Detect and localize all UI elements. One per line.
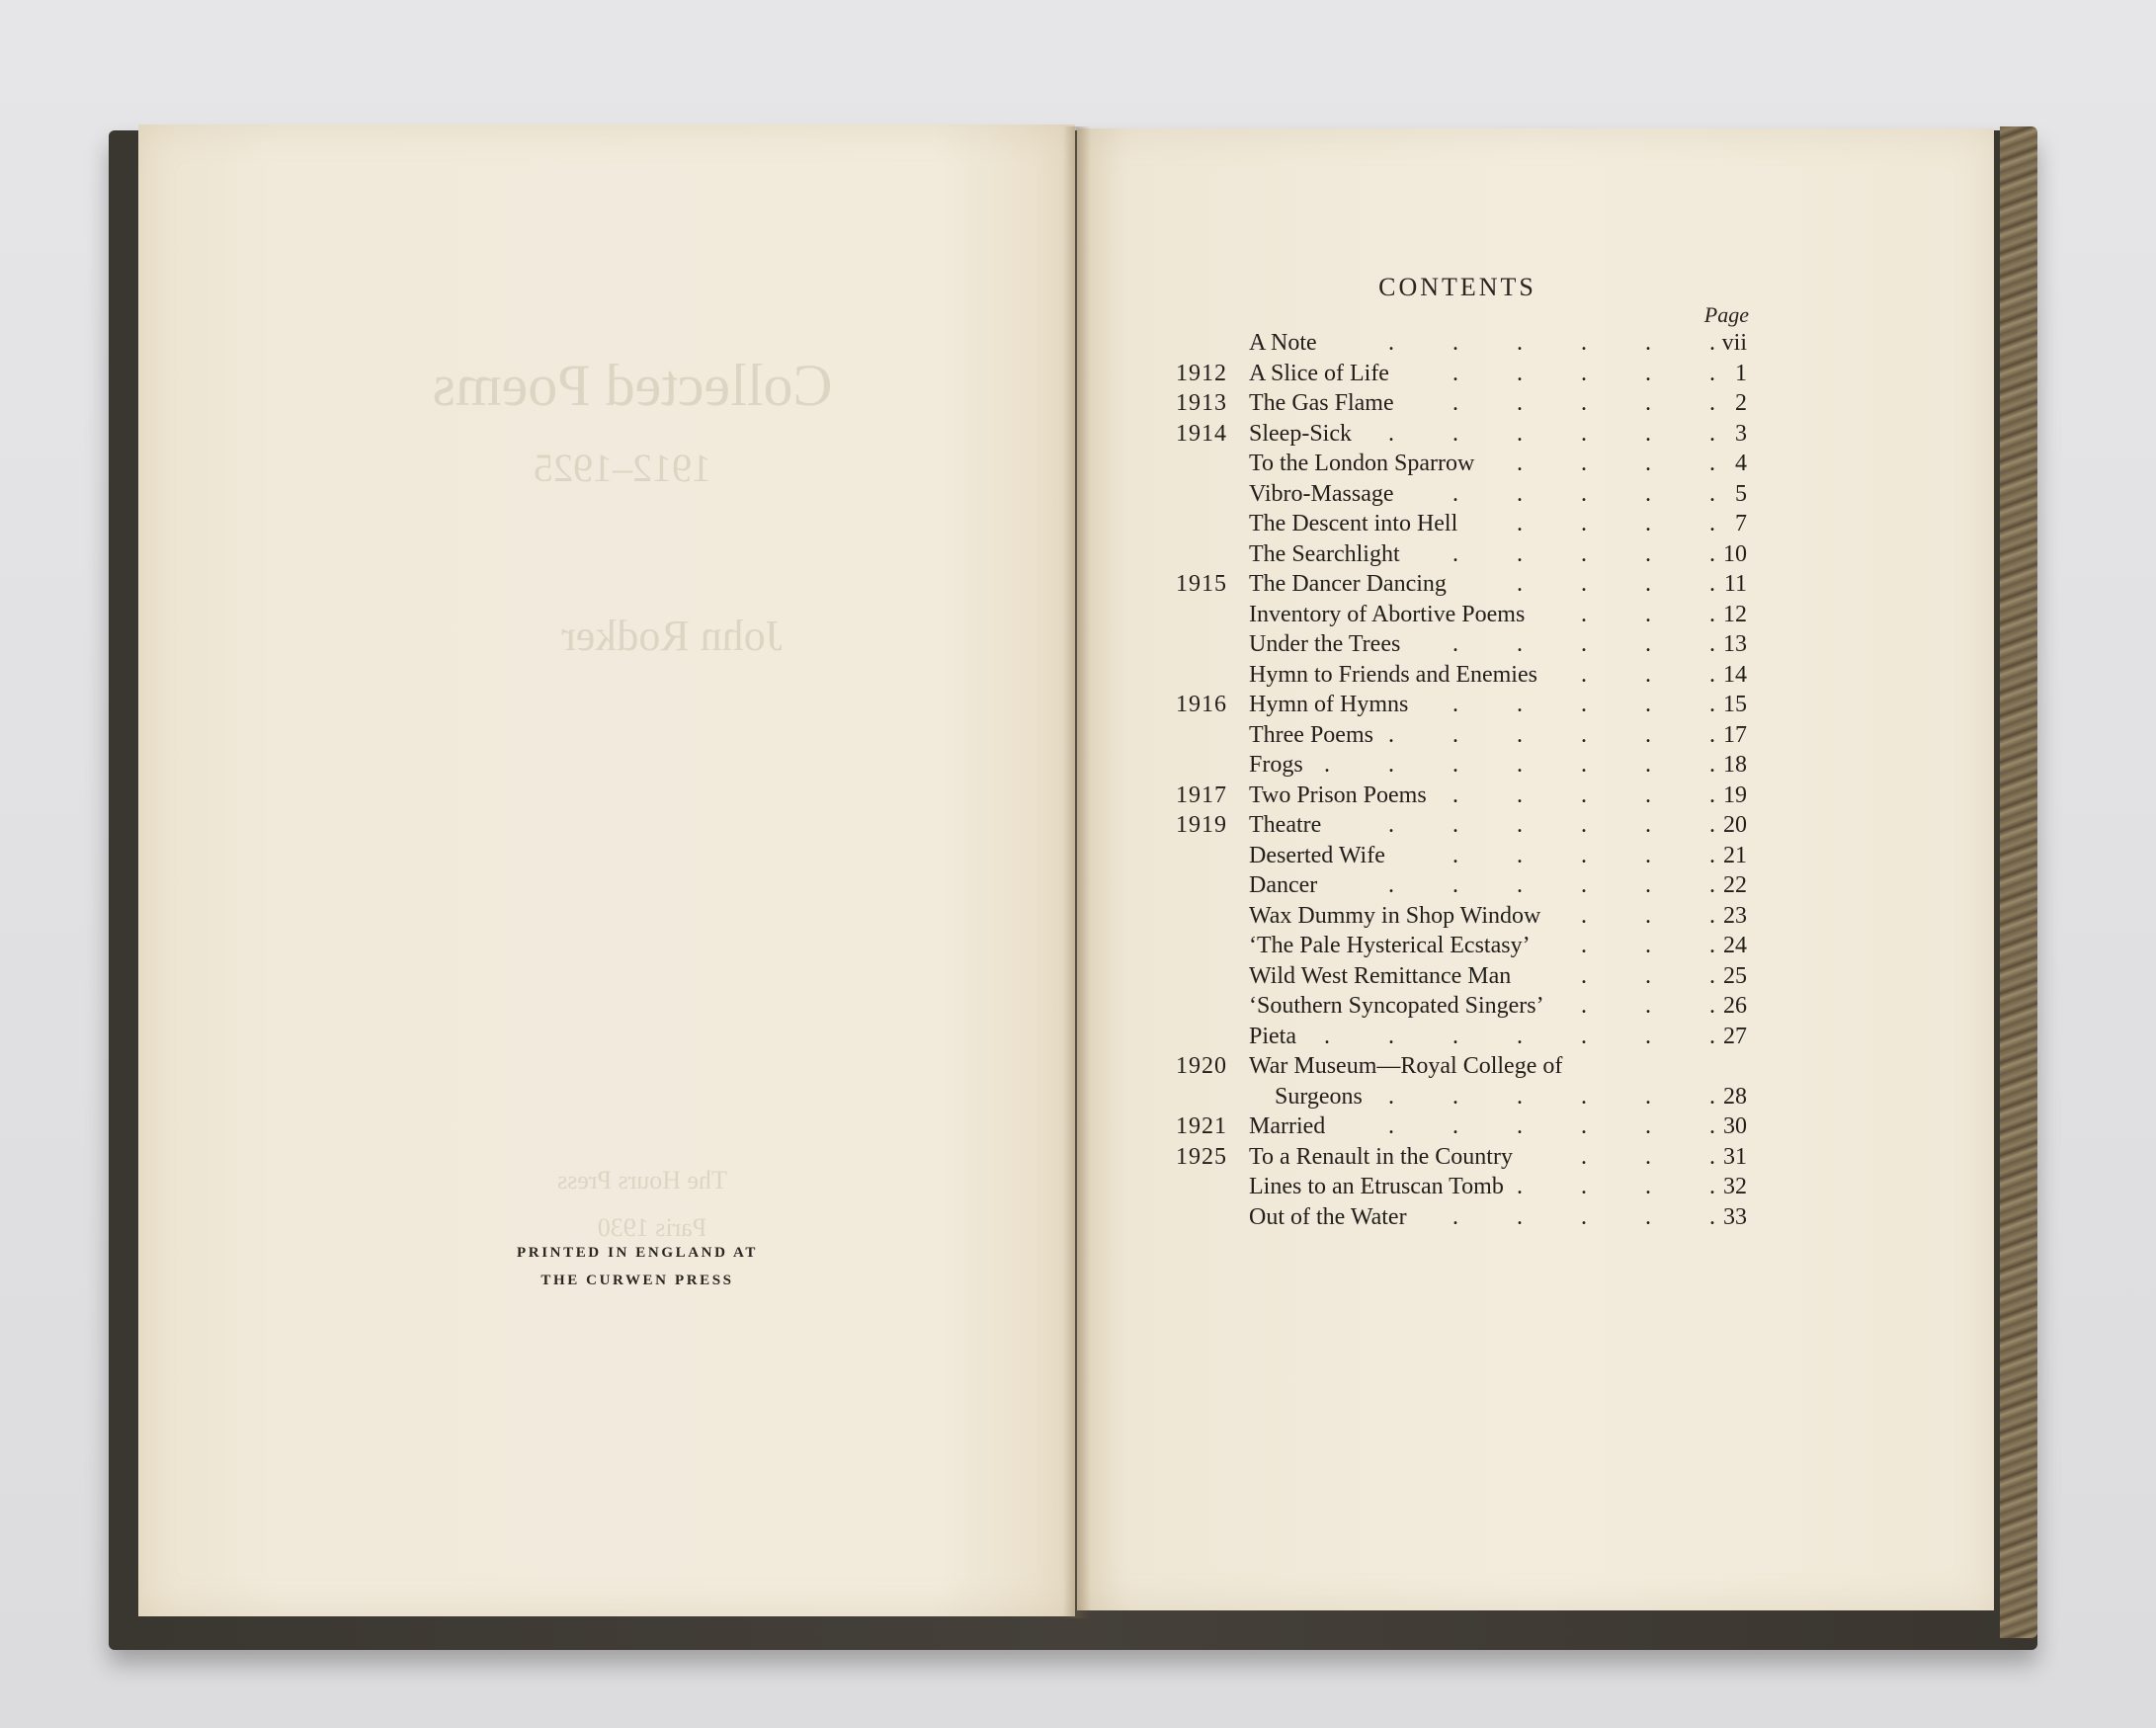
leader-dot: . [1452,872,1458,898]
leader-dot: . [1517,1113,1523,1139]
leader-dot: . [1645,571,1651,597]
leader-dot: . [1645,752,1651,778]
leader-dot: . [1517,1083,1523,1110]
leader-dot: . [1709,661,1715,688]
leader-dot: . [1709,601,1715,627]
leader-dot: . [1452,812,1458,838]
leader-dot: . [1645,1203,1651,1230]
toc-page-number: 18 [1723,752,1747,778]
toc-entry [1166,782,1759,813]
leader-dot: . [1388,752,1394,778]
leader-dot: . [1517,571,1523,597]
leader-dot: . [1581,872,1587,898]
leader-dot: . [1645,812,1651,838]
toc-entry [1166,1144,1759,1175]
leader-dot: . [1709,962,1715,989]
toc-title: Three Poems [1249,721,1373,748]
leader-dot: . [1645,451,1651,476]
toc-entry [1166,903,1759,934]
leader-dot: . [1709,360,1715,386]
toc-title: Sleep-Sick [1249,420,1352,447]
toc-title: Pieta [1249,1023,1296,1049]
leader-dot: . [1388,812,1394,838]
toc-page-number: 11 [1723,571,1747,597]
leader-dot: . [1452,631,1458,657]
toc-title: Surgeons [1275,1083,1363,1110]
toc-entry [1166,330,1759,361]
toc-title: Out of the Water [1249,1203,1407,1230]
leader-dot: . [1581,1143,1587,1170]
leader-dot: . [1709,872,1715,898]
toc-entry [1166,812,1759,843]
leader-dot: . [1709,1143,1715,1170]
leader-dot: . [1709,1023,1715,1049]
leader-dot: . [1709,933,1715,958]
toc-title: A Note [1249,330,1317,356]
leader-dot: . [1645,1023,1651,1049]
leader-dot: . [1388,1023,1394,1049]
toc-entry [1166,1084,1759,1114]
toc-page-number: 32 [1723,1174,1747,1199]
leader-dot: . [1517,842,1523,868]
toc-page-number: 2 [1735,390,1747,416]
leader-dot: . [1645,1113,1651,1139]
leader-dot: . [1645,390,1651,416]
leader-dot: . [1709,540,1715,567]
show-through-years: 1912–1925 [534,446,711,490]
leader-dot: . [1645,872,1651,898]
leader-dot: . [1581,631,1587,657]
leader-dot: . [1517,330,1523,356]
leader-dot: . [1581,1023,1587,1049]
marbled-page-edge [2000,126,2037,1638]
leader-dot: . [1709,1174,1715,1199]
toc-entry [1166,1053,1759,1084]
toc-title: ‘The Pale Hysterical Ecstasy’ [1249,933,1531,958]
leader-dot: . [1581,661,1587,688]
leader-dot: . [1452,782,1458,808]
leader-dot: . [1452,420,1458,447]
contents-heading: CONTENTS [1378,273,1536,301]
leader-dot: . [1645,631,1651,657]
toc-entry [1166,752,1759,782]
leader-dot: . [1452,390,1458,416]
left-page [138,124,1075,1616]
toc-year: 1914 [1176,420,1227,447]
leader-dot: . [1581,1174,1587,1199]
toc-page-number: 27 [1723,1023,1747,1049]
leader-dot: . [1645,330,1651,356]
leader-dot: . [1709,1203,1715,1230]
leader-dot: . [1324,1023,1330,1049]
toc-page-number: 13 [1723,631,1747,657]
show-through-press: The Hours Press [557,1166,727,1194]
leader-dot: . [1709,902,1715,929]
imprint-line-2: THE CURWEN PRESS [540,1273,734,1288]
toc-title: Frogs [1249,752,1303,778]
leader-dot: . [1645,692,1651,717]
leader-dot: . [1452,330,1458,356]
toc-year: 1919 [1176,812,1227,838]
show-through-title: Collected Poems [432,353,833,418]
leader-dot: . [1452,692,1458,717]
leader-dot: . [1581,993,1587,1019]
toc-entry [1166,602,1759,632]
leader-dot: . [1645,782,1651,808]
leader-dot: . [1645,1083,1651,1110]
leader-dot: . [1581,571,1587,597]
toc-entry [1166,1174,1759,1204]
toc-entry [1166,481,1759,512]
leader-dot: . [1517,812,1523,838]
leader-dot: . [1517,360,1523,386]
leader-dot: . [1581,842,1587,868]
leader-dot: . [1709,1113,1715,1139]
leader-dot: . [1709,420,1715,447]
toc-page-number: 7 [1735,511,1747,536]
leader-dot: . [1517,540,1523,567]
toc-entry [1166,933,1759,963]
toc-entry [1166,993,1759,1024]
leader-dot: . [1645,962,1651,989]
toc-title: Under the Trees [1249,631,1401,657]
leader-dot: . [1517,752,1523,778]
leader-dot: . [1581,540,1587,567]
toc-page-number: 15 [1723,692,1747,717]
show-through-author: John Rodker [561,612,783,660]
toc-year: 1920 [1176,1053,1227,1079]
toc-title: The Dancer Dancing [1249,571,1447,597]
leader-dot: . [1709,480,1715,507]
leader-dot: . [1388,420,1394,447]
leader-dot: . [1581,962,1587,989]
toc-page-number: 19 [1723,782,1747,808]
toc-title: A Slice of Life [1249,360,1389,386]
toc-page-number: 24 [1723,933,1747,958]
toc-page-number: 22 [1723,872,1747,898]
toc-title: The Descent into Hell [1249,511,1458,536]
toc-page-number: 3 [1735,420,1747,447]
leader-dot: . [1452,1023,1458,1049]
leader-dot: . [1517,390,1523,416]
toc-entry [1166,1024,1759,1054]
leader-dot: . [1709,812,1715,838]
toc-year: 1915 [1176,571,1227,597]
toc-entry [1166,872,1759,903]
toc-title: War Museum—Royal College of [1249,1053,1563,1079]
leader-dot: . [1581,420,1587,447]
toc-entry [1166,1204,1759,1235]
leader-dot: . [1517,451,1523,476]
leader-dot: . [1517,1023,1523,1049]
toc-page-number: 21 [1723,842,1747,868]
toc-page-number: 28 [1723,1083,1747,1110]
leader-dot: . [1581,1203,1587,1230]
leader-dot: . [1645,1174,1651,1199]
leader-dot: . [1388,1083,1394,1110]
leader-dot: . [1452,752,1458,778]
leader-dot: . [1452,1083,1458,1110]
toc-page-number: 17 [1723,721,1747,748]
leader-dot: . [1709,842,1715,868]
leader-dot: . [1388,1113,1394,1139]
leader-dot: . [1581,511,1587,536]
toc-page-number: 1 [1735,360,1747,386]
leader-dot: . [1388,872,1394,898]
toc-title: Theatre [1249,812,1322,838]
toc-title: Two Prison Poems [1249,782,1427,808]
toc-title: Dancer [1249,872,1318,898]
leader-dot: . [1581,330,1587,356]
toc-entry [1166,722,1759,753]
leader-dot: . [1645,842,1651,868]
leader-dot: . [1581,933,1587,958]
toc-entry [1166,361,1759,391]
toc-entry [1166,631,1759,662]
toc-title: Deserted Wife [1249,842,1385,868]
toc-title: To a Renault in the Country [1249,1143,1513,1170]
toc-page-number: vii [1721,330,1747,356]
toc-page-number: 10 [1723,540,1747,567]
toc-year: 1916 [1176,692,1227,717]
leader-dot: . [1517,631,1523,657]
toc-year: 1912 [1176,360,1227,386]
toc-year: 1917 [1176,782,1227,808]
leader-dot: . [1517,511,1523,536]
toc-entry [1166,451,1759,481]
toc-title: Married [1249,1113,1326,1139]
leader-dot: . [1709,330,1715,356]
leader-dot: . [1581,601,1587,627]
leader-dot: . [1517,480,1523,507]
toc-page-number: 20 [1723,812,1747,838]
leader-dot: . [1581,721,1587,748]
leader-dot: . [1517,782,1523,808]
toc-year: 1921 [1176,1113,1227,1139]
leader-dot: . [1517,420,1523,447]
table-of-contents [1166,330,1759,1234]
leader-dot: . [1388,721,1394,748]
page-column-label: Page [1703,302,1749,327]
toc-page-number: 14 [1723,661,1747,688]
printer-imprint [474,1239,800,1294]
toc-year: 1913 [1176,390,1227,416]
toc-page-number: 5 [1735,480,1747,507]
leader-dot: . [1581,451,1587,476]
toc-entry [1166,692,1759,722]
toc-title: Vibro-Massage [1249,480,1394,507]
toc-title: Hymn of Hymns [1249,692,1409,717]
toc-title: The Gas Flame [1249,390,1394,416]
toc-title: Hymn to Friends and Enemies [1249,661,1537,688]
toc-title: ‘Southern Syncopated Singers’ [1249,993,1544,1019]
toc-page-number: 26 [1723,993,1747,1019]
toc-entry [1166,1113,1759,1144]
toc-title: The Searchlight [1249,540,1400,567]
leader-dot: . [1645,601,1651,627]
leader-dot: . [1581,360,1587,386]
leader-dot: . [1645,511,1651,536]
leader-dot: . [1388,330,1394,356]
leader-dot: . [1581,752,1587,778]
leader-dot: . [1581,1113,1587,1139]
book-gutter [1063,126,1091,1618]
toc-title: To the London Sparrow [1249,451,1475,476]
toc-entry [1166,963,1759,994]
leader-dot: . [1581,782,1587,808]
leader-dot: . [1581,692,1587,717]
leader-dot: . [1709,571,1715,597]
leader-dot: . [1581,902,1587,929]
show-through-place: Paris 1930 [597,1213,707,1242]
leader-dot: . [1645,480,1651,507]
toc-title: Wild West Remittance Man [1249,962,1512,989]
leader-dot: . [1645,420,1651,447]
toc-title: Wax Dummy in Shop Window [1249,902,1541,929]
toc-year: 1925 [1176,1143,1227,1170]
toc-page-number: 33 [1723,1203,1747,1230]
leader-dot: . [1517,692,1523,717]
toc-title: Lines to an Etruscan Tomb [1249,1174,1504,1199]
toc-entry [1166,662,1759,693]
toc-entry [1166,421,1759,452]
leader-dot: . [1645,902,1651,929]
leader-dot: . [1709,993,1715,1019]
leader-dot: . [1517,1174,1523,1199]
toc-page-number: 23 [1723,902,1747,929]
leader-dot: . [1324,752,1330,778]
leader-dot: . [1452,360,1458,386]
leader-dot: . [1581,480,1587,507]
leader-dot: . [1581,812,1587,838]
leader-dot: . [1709,721,1715,748]
leader-dot: . [1709,511,1715,536]
leader-dot: . [1709,752,1715,778]
toc-page-number: 4 [1735,451,1747,476]
leader-dot: . [1645,540,1651,567]
imprint-line-1: PRINTED IN ENGLAND AT [517,1245,758,1261]
leader-dot: . [1452,842,1458,868]
leader-dot: . [1709,782,1715,808]
leader-dot: . [1645,1143,1651,1170]
leader-dot: . [1709,451,1715,476]
leader-dot: . [1645,721,1651,748]
leader-dot: . [1581,390,1587,416]
toc-page-number: 25 [1723,962,1747,989]
leader-dot: . [1645,993,1651,1019]
leader-dot: . [1645,360,1651,386]
toc-entry [1166,541,1759,572]
toc-entry [1166,571,1759,602]
leader-dot: . [1709,390,1715,416]
leader-dot: . [1709,1083,1715,1110]
toc-entry [1166,511,1759,541]
leader-dot: . [1581,1083,1587,1110]
leader-dot: . [1709,692,1715,717]
toc-page-number: 30 [1723,1113,1747,1139]
leader-dot: . [1645,661,1651,688]
toc-entry [1166,390,1759,421]
toc-page-number: 31 [1723,1143,1747,1170]
leader-dot: . [1645,933,1651,958]
toc-page-number: 12 [1723,601,1747,627]
leader-dot: . [1517,721,1523,748]
leader-dot: . [1452,480,1458,507]
toc-title: Inventory of Abortive Poems [1249,601,1526,627]
leader-dot: . [1452,721,1458,748]
leader-dot: . [1452,1113,1458,1139]
leader-dot: . [1452,1203,1458,1230]
leader-dot: . [1452,540,1458,567]
leader-dot: . [1709,631,1715,657]
leader-dot: . [1517,872,1523,898]
leader-dot: . [1517,1203,1523,1230]
toc-entry [1166,843,1759,873]
